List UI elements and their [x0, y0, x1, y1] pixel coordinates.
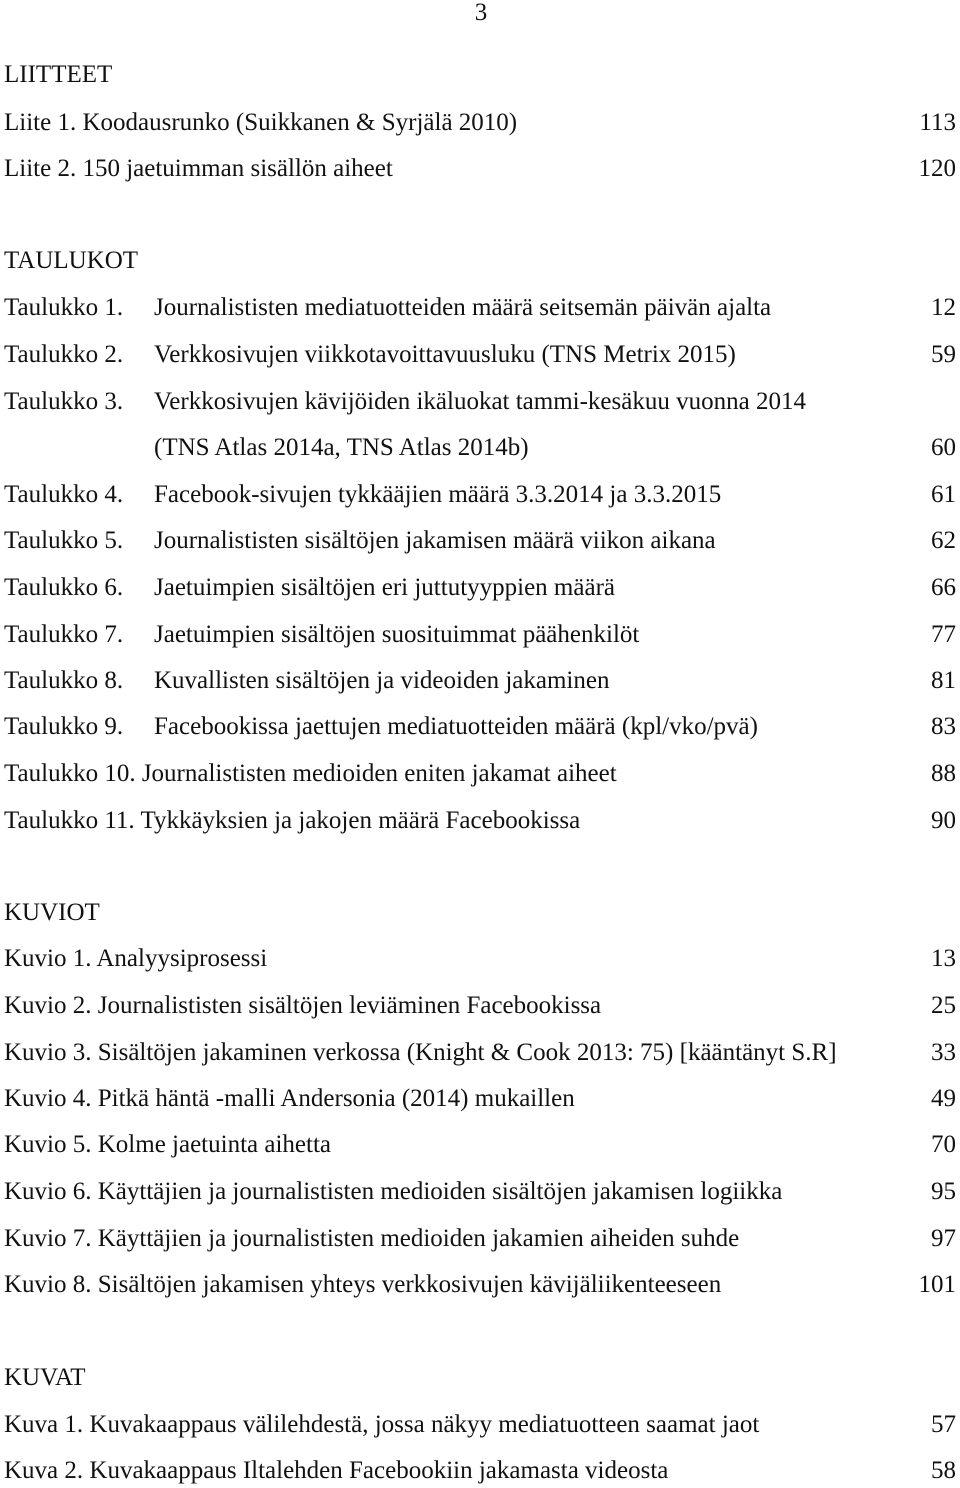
section-heading-kuvat: KUVAT — [4, 1364, 86, 1391]
entry-title: Journalististen sisältöjen jakamisen määrä viikon aikana — [154, 527, 716, 554]
entry-text: Kuva 1. Kuvakaappaus välilehdestä, jossa näkyy mediatuotteen saamat jaot — [4, 1411, 760, 1438]
entry-page: 90 — [931, 807, 956, 834]
entry-page: 13 — [931, 945, 956, 972]
entry-page: 61 — [931, 481, 956, 508]
section-heading-taulukot: TAULUKOT — [4, 247, 139, 274]
entry-title: Facebookissa jaettujen mediatuotteiden määrä (kpl/vko/pvä) — [154, 713, 758, 740]
section-heading-kuviot: KUVIOT — [4, 899, 100, 926]
entry-page: 62 — [931, 527, 956, 554]
entry-label: Taulukko 2. — [4, 341, 124, 368]
entry-page: 58 — [931, 1457, 956, 1484]
entry-page: 77 — [931, 621, 956, 648]
entry-page: 101 — [918, 1271, 956, 1298]
entry-page: 113 — [919, 109, 956, 136]
entry-text: Taulukko 11. Tykkäyksien ja jakojen määrä Facebookissa — [4, 807, 581, 834]
entry-text: Kuva 2. Kuvakaappaus Iltalehden Facebookiin jakamasta videosta — [4, 1457, 669, 1484]
entry-text: Kuvio 6. Käyttäjien ja journalististen medioiden sisältöjen jakamisen logiikka — [4, 1178, 783, 1205]
entry-text: Liite 2. 150 jaetuimman sisällön aiheet — [4, 155, 393, 182]
entry-text: Kuvio 3. Sisältöjen jakaminen verkossa (Knight & Cook 2013: 75) [kääntänyt S.R] — [4, 1039, 837, 1066]
entry-label: Taulukko 9. — [4, 713, 124, 740]
entry-text: Kuvio 4. Pitkä häntä -malli Andersonia (2014) mukaillen — [4, 1085, 575, 1112]
entry-text: Taulukko 10. Journalististen medioiden eniten jakamat aiheet — [4, 760, 617, 787]
entry-label: Taulukko 1. — [4, 294, 124, 321]
toc-entry-taulukko-3 — [4, 387, 956, 463]
entry-page: 83 — [931, 713, 956, 740]
entry-page: 97 — [931, 1225, 956, 1252]
entry-text: Kuvio 1. Analyysiprosessi — [4, 945, 268, 972]
entry-text: Liite 1. Koodausrunko (Suikkanen & Syrjälä 2010) — [4, 109, 518, 136]
entry-title: Jaetuimpien sisältöjen eri juttutyyppien määrä — [154, 574, 615, 601]
page-number: 3 — [474, 0, 488, 26]
entry-page: 81 — [931, 667, 956, 694]
entry-page: 59 — [931, 341, 956, 368]
entry-page: 88 — [931, 760, 956, 787]
entry-title: Verkkosivujen viikkotavoittavuusluku (TNS Metrix 2015) — [154, 341, 736, 368]
entry-title: Jaetuimpien sisältöjen suosituimmat päähenkilöt — [154, 621, 640, 648]
entry-label: Taulukko 7. — [4, 621, 124, 648]
entry-label: Taulukko 3. — [4, 388, 124, 415]
entry-page: 25 — [931, 992, 956, 1019]
entry-text: Kuvio 2. Journalististen sisältöjen leviäminen Facebookissa — [4, 992, 602, 1019]
entry-label: Taulukko 4. — [4, 481, 124, 508]
entry-title: Journalististen mediatuotteiden määrä seitsemän päivän ajalta — [154, 294, 772, 321]
entry-page: 12 — [931, 294, 956, 321]
entry-page: 49 — [931, 1085, 956, 1112]
entry-page: 60 — [931, 434, 956, 461]
entry-text: Kuvio 7. Käyttäjien ja journalististen medioiden jakamien aiheiden suhde — [4, 1225, 740, 1252]
entry-page: 120 — [918, 155, 956, 182]
entry-label: Taulukko 8. — [4, 667, 124, 694]
entry-page: 57 — [931, 1411, 956, 1438]
entry-text: Kuvio 5. Kolme jaetuinta aihetta — [4, 1131, 331, 1158]
entry-page: 70 — [931, 1131, 956, 1158]
entry-label: Taulukko 5. — [4, 527, 124, 554]
entry-page: 33 — [931, 1039, 956, 1066]
entry-title-continuation: (TNS Atlas 2014a, TNS Atlas 2014b) — [154, 434, 529, 461]
section-heading-liitteet: LIITTEET — [4, 61, 113, 88]
entry-text: Kuvio 8. Sisältöjen jakamisen yhteys verkkosivujen kävijäliikenteeseen — [4, 1271, 722, 1298]
entry-page: 66 — [931, 574, 956, 601]
entry-title: Kuvallisten sisältöjen ja videoiden jakaminen — [154, 667, 610, 694]
entry-title: Verkkosivujen kävijöiden ikäluokat tammi-kesäkuu vuonna 2014 — [154, 388, 806, 415]
entry-title: Facebook-sivujen tykkääjien määrä 3.3.2014 ja 3.3.2015 — [154, 481, 722, 508]
entry-label: Taulukko 6. — [4, 574, 124, 601]
entry-page: 95 — [931, 1178, 956, 1205]
